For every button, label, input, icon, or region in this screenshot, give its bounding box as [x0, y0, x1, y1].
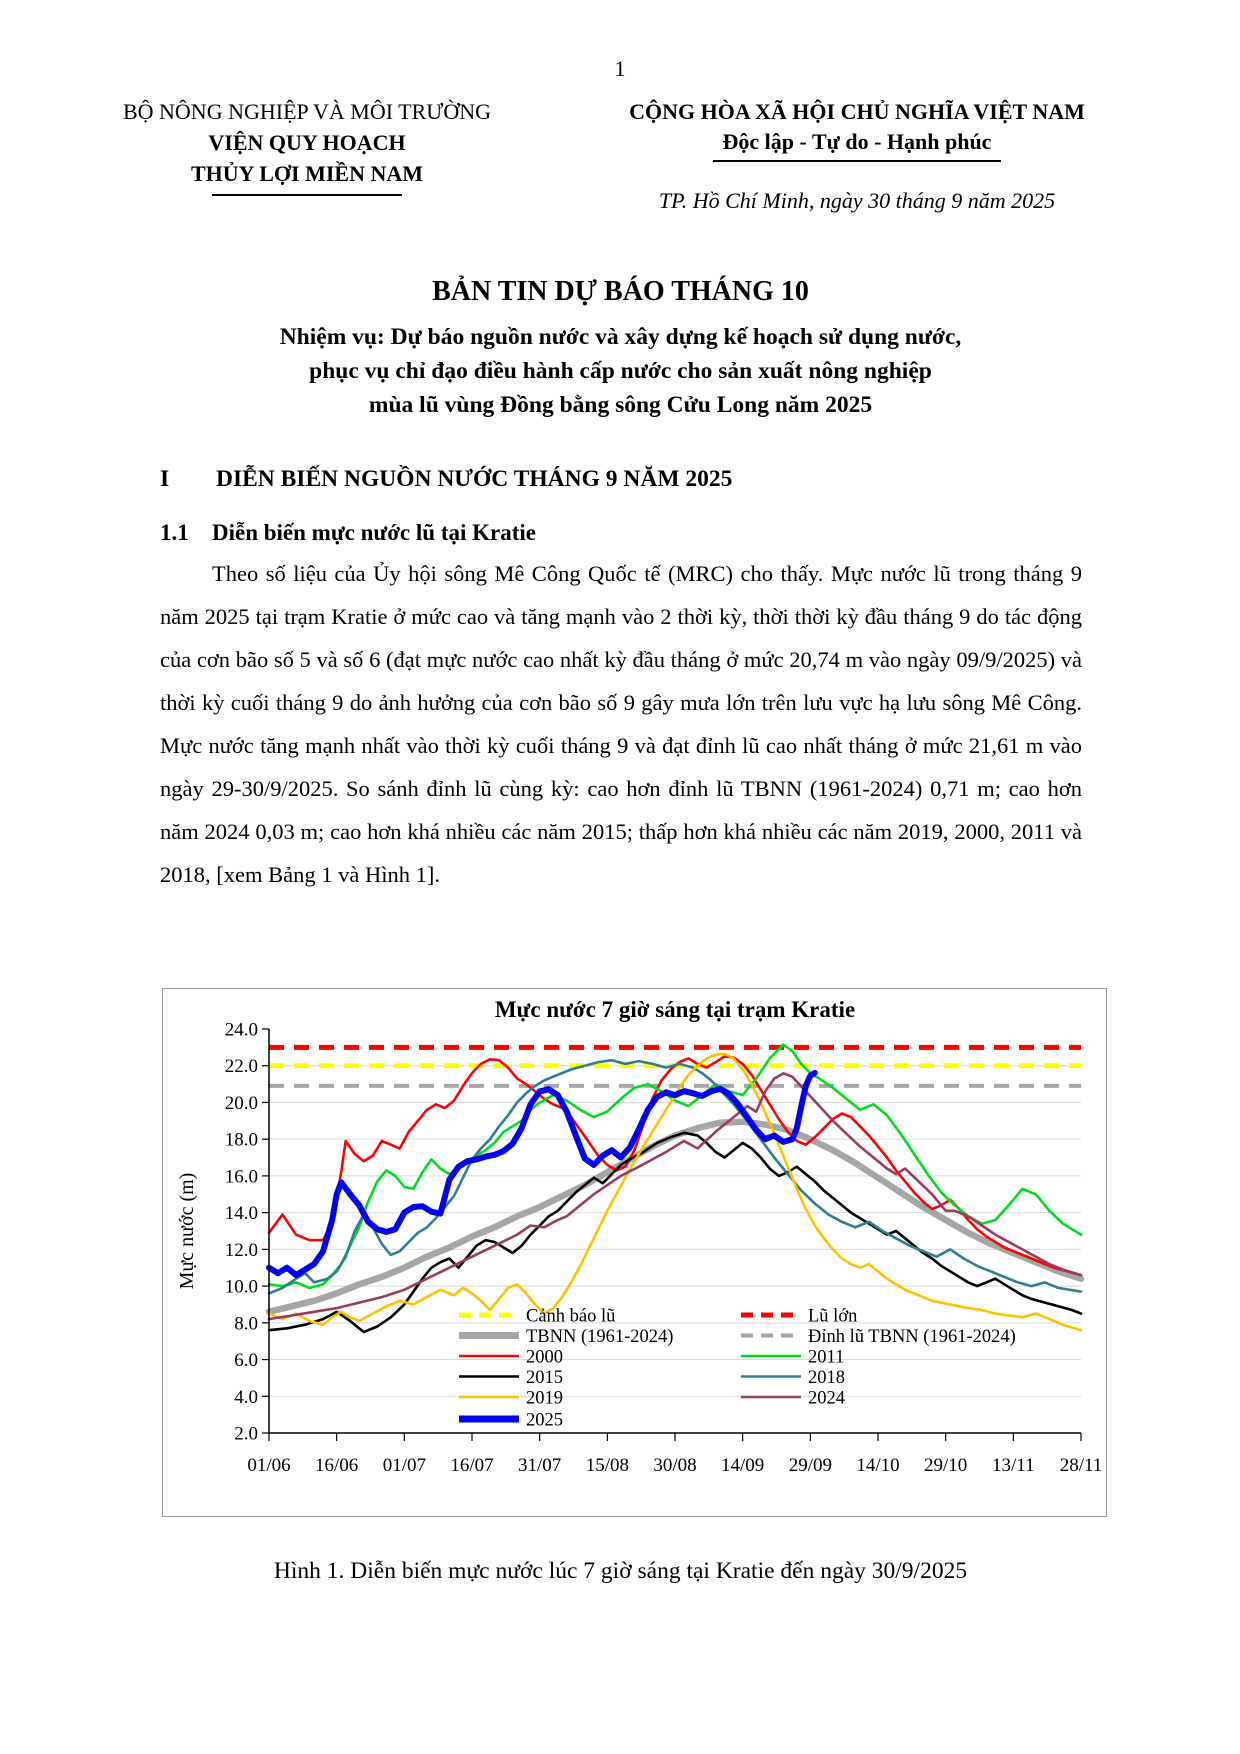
chart-axes [225, 1020, 1103, 1477]
legend-label: Lũ lớn [808, 1306, 858, 1327]
document-title: BẢN TIN DỰ BÁO THÁNG 10 [432, 276, 809, 307]
y-tick-label: 8.0 [234, 1313, 258, 1335]
national-motto-line-1: CỘNG HÒA XÃ HỘI CHỦ NGHĨA VIỆT NAM [629, 99, 1085, 124]
y-tick-label: 14.0 [224, 1203, 258, 1225]
y-tick-label: 24.0 [224, 1019, 258, 1041]
document-subtitle-line-1: Nhiệm vụ: Dự báo nguồn nước và xây dựng kế hoạch sử dụng nước, [279, 324, 962, 350]
x-tick-label: 29/09 [788, 1455, 832, 1476]
figure-caption: Hình 1. Diễn biến mực nước lúc 7 giờ sáng tại Kratie đến ngày 30/9/2025 [273, 1558, 968, 1584]
chart-legend [459, 1307, 1016, 1431]
y-axis-title: Mực nước (m) [176, 1172, 198, 1290]
y-tick-label: 6.0 [234, 1350, 258, 1372]
section-number: I [160, 466, 170, 492]
legend-label: 2015 [526, 1368, 563, 1388]
series-line-TBNN-1961-2024- [269, 1122, 1081, 1312]
y-tick-label: 4.0 [234, 1386, 258, 1408]
national-motto-line-2: Độc lập - Tự do - Hạnh phúc [713, 127, 1002, 162]
y-tick-label: 2.0 [234, 1423, 258, 1445]
x-tick-label: 30/08 [653, 1455, 697, 1476]
x-tick-label: 28/11 [1059, 1455, 1103, 1476]
national-header-block [542, 96, 1172, 214]
y-tick-label: 16.0 [224, 1166, 258, 1188]
legend-label: 2018 [808, 1368, 845, 1388]
x-tick-label: 16/07 [450, 1455, 494, 1476]
legend-label: 2000 [526, 1347, 563, 1368]
legend-label: 2011 [808, 1347, 845, 1368]
series-line-2011 [269, 1045, 1081, 1288]
x-tick-label: 29/10 [924, 1455, 968, 1476]
figure-box [162, 988, 1107, 1517]
x-tick-label: 14/10 [856, 1455, 900, 1476]
kratie-water-level-chart [163, 989, 1106, 1516]
y-tick-label: 22.0 [224, 1056, 258, 1078]
x-tick-label: 13/11 [992, 1455, 1035, 1476]
agency-name-line-2: THỦY LỢI MIỀN NAM [190, 161, 424, 186]
subsection-number: 1.1 [160, 520, 189, 545]
legend-label: Đỉnh lũ TBNN (1961-2024) [808, 1327, 1016, 1347]
series-line-2024 [269, 1073, 1081, 1319]
x-tick-label: 01/06 [247, 1455, 291, 1476]
body-paragraph: Theo số liệu của Ủy hội sông Mê Công Quốc tế (MRC) cho thấy. Mực nước lũ trong tháng 9 năm 2025 tại trạm Kratie ở mức cao và tăng mạnh vào 2 thời kỳ, thời thời kỳ đầu tháng 9 do tác động của cơn bão số 5 và số 6 (đạt mực nước cao nhất kỳ đầu tháng ở mức 20,74 m vào ngày 09/9/2025) và thời kỳ cuối tháng 9 do ảnh hưởng của cơn bão số 9 gây mưa lớn trên lưu vực hạ lưu sông Mê Công. Mực nước tăng mạnh nhất vào thời kỳ cuối tháng 9 và đạt đỉnh lũ cao nhất tháng ở mức 21,61 m vào ngày 29-30/9/2025. So sánh đỉnh lũ cùng kỳ: cao hơn đỉnh lũ TBNN (1961-2024) 0,71 m; cao hơn năm 2024 0,03 m; cao hơn khá nhiều các năm 2015; thấp hơn khá nhiều các năm 2019, 2000, 2011 và 2018, [xem Bảng 1 và Hình 1]. [160, 561, 1082, 887]
issuing-agency-block [72, 96, 542, 214]
y-tick-label: 18.0 [224, 1129, 258, 1151]
document-header [72, 96, 1172, 214]
series-line-2000 [269, 1057, 1081, 1276]
place-date-line: TP. Hồ Chí Minh, ngày 30 tháng 9 năm 2025 [658, 188, 1056, 213]
document-subtitle-line-3: mùa lũ vùng Đồng bằng sông Cửu Long năm 2025 [368, 392, 873, 418]
y-tick-label: 10.0 [224, 1276, 258, 1298]
subsection-title: Diễn biến mực nước lũ tại Kratie [212, 520, 536, 545]
page-number: 1 [614, 56, 626, 81]
x-tick-label: 01/07 [382, 1455, 426, 1476]
legend-label: TBNN (1961-2024) [526, 1327, 674, 1347]
x-tick-label: 15/08 [585, 1455, 629, 1476]
legend-label: 2024 [808, 1388, 845, 1409]
section-heading [160, 466, 732, 493]
agency-parent-name: BỘ NÔNG NGHIỆP VÀ MÔI TRƯỜNG [122, 99, 492, 124]
x-tick-label: 16/06 [315, 1455, 359, 1476]
subsection-heading [160, 520, 536, 546]
document-title-block [158, 276, 1083, 422]
legend-label: Cảnh báo lũ [526, 1306, 616, 1327]
document-subtitle-line-2: phục vụ chỉ đạo điều hành cấp nước cho sản xuất nông nghiệp [309, 358, 932, 384]
agency-name-line-1: VIỆN QUY HOẠCH [208, 130, 406, 155]
x-tick-label: 31/07 [518, 1455, 562, 1476]
y-tick-label: 12.0 [224, 1239, 258, 1261]
legend-label: 2025 [526, 1410, 563, 1431]
agency-underline [212, 194, 402, 196]
x-tick-label: 14/09 [721, 1455, 765, 1476]
y-tick-label: 20.0 [224, 1092, 258, 1114]
legend-label: 2019 [526, 1388, 563, 1409]
section-title: DIỄN BIẾN NGUỒN NƯỚC THÁNG 9 NĂM 2025 [216, 466, 733, 492]
chart-title: Mực nước 7 giờ sáng tại trạm Kratie [494, 997, 856, 1022]
